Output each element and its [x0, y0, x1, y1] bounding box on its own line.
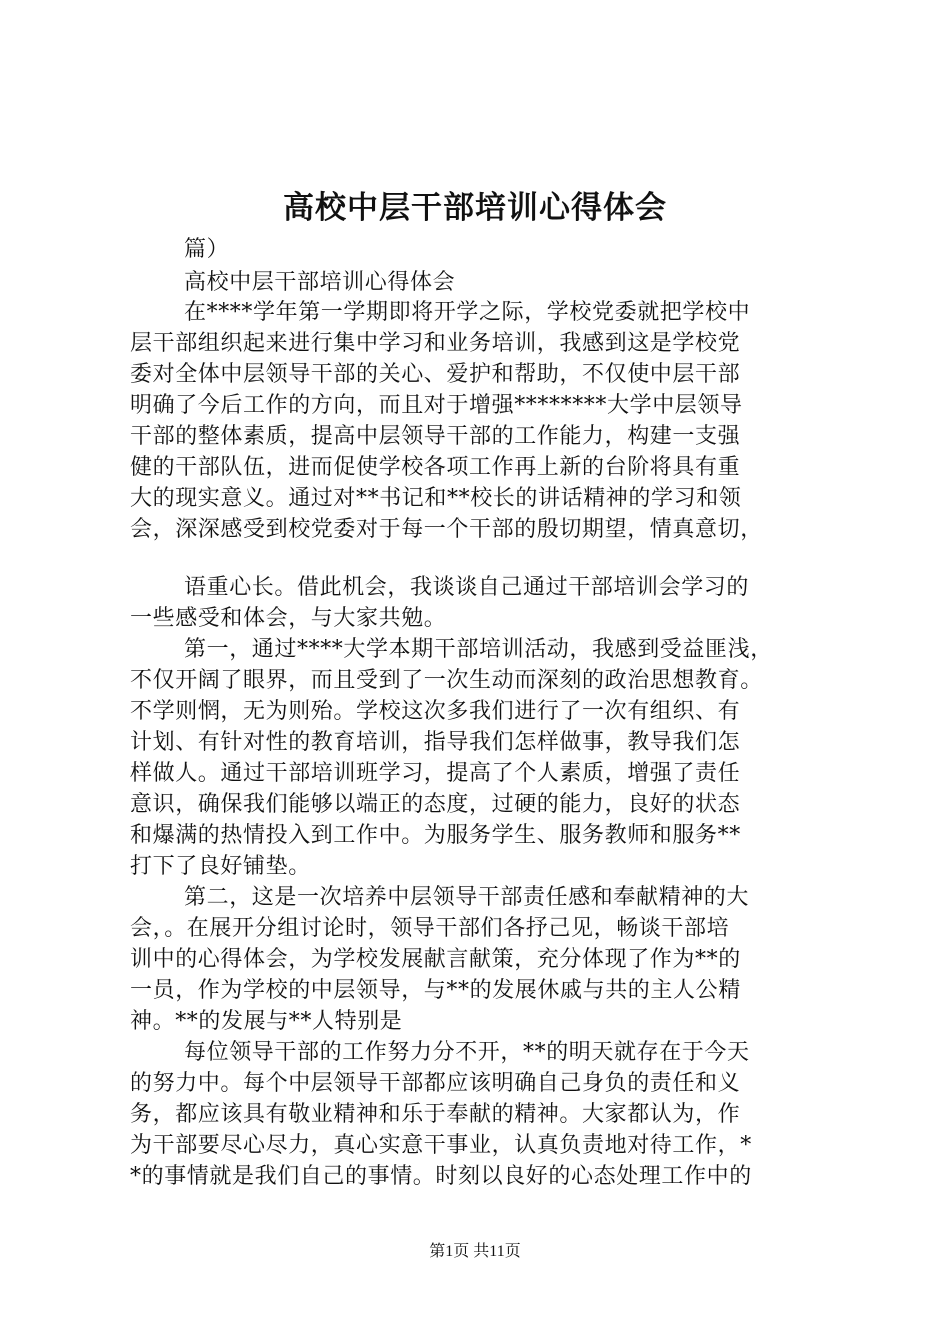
text-line: 大的现实意义。通过对**书记和**校长的讲话精神的学习和领 [130, 486, 742, 511]
text-line: 不学则惘，无为则殆。学校这次多我们进行了一次有组织、有 [130, 699, 741, 724]
text-line: 一员，作为学校的中层领导，与**的发展休戚与共的主人公精 [130, 978, 741, 1003]
text-line: 不仅开阔了眼界，而且受到了一次生动而深刻的政治思想教育。 [130, 668, 763, 693]
text-line: 打下了良好铺垫。 [130, 854, 311, 879]
text-line: 在****学年第一学期即将开学之际，学校党委就把学校中 [184, 300, 751, 325]
text-line: 高校中层干部培训心得体会 [184, 270, 456, 295]
text-line: 为干部要尽心尽力，真心实意干事业，认真负责地对待工作，* [130, 1133, 752, 1158]
text-line: 和爆满的热情投入到工作中。为服务学生、服务教师和服务** [130, 823, 741, 848]
text-line: 计划、有针对性的教育培训，指导我们怎样做事，教导我们怎 [130, 730, 741, 755]
text-line: 会，。在展开分组讨论时，领导干部们各抒己见，畅谈干部培 [130, 916, 730, 941]
text-line: 健的干部队伍，进而促使学校各项工作再上新的台阶将具有重 [130, 455, 741, 480]
text-line: 神。**的发展与**人特别是 [130, 1009, 403, 1034]
text-line: 样做人。通过干部培训班学习，提高了个人素质，增强了责任 [130, 761, 741, 786]
text-line: 每位领导干部的工作努力分不开，**的明天就存在于今天 [184, 1040, 750, 1065]
text-line: 会，深深感受到校党委对于每一个干部的殷切期望，情真意切， [130, 517, 763, 542]
text-line: 干部的整体素质，提高中层领导干部的工作能力，构建一支强 [130, 424, 741, 449]
text-line: 篇） [184, 237, 230, 262]
text-line: 务，都应该具有敬业精神和乐于奉献的精神。大家都认为，作 [130, 1102, 741, 1127]
text-line: 训中的心得体会，为学校发展献言献策，充分体现了作为**的 [130, 947, 741, 972]
text-line: 第二，这是一次培养中层领导干部责任感和奉献精神的大 [184, 885, 750, 910]
text-line: 层干部组织起来进行集中学习和业务培训，我感到这是学校党 [130, 331, 741, 356]
text-line: 语重心长。借此机会，我谈谈自己通过干部培训会学习的 [184, 575, 750, 600]
page-footer: 第1页 共11页 [429, 1243, 521, 1260]
text-line: 一些感受和体会，与大家共勉。 [130, 606, 447, 631]
text-line: 的努力中。每个中层领导干部都应该明确自己身负的责任和义 [130, 1071, 741, 1096]
text-line: 意识，确保我们能够以端正的态度，过硬的能力，良好的状态 [130, 792, 741, 817]
document-title: 高校中层干部培训心得体会 [283, 190, 667, 226]
text-line: 明确了今后工作的方向，而且对于增强********大学中层领导 [130, 393, 743, 418]
text-line: 第一，通过****大学本期干部培训活动，我感到受益匪浅， [184, 637, 773, 662]
text-line: 委对全体中层领导干部的关心、爱护和帮助，不仅使中层干部 [130, 362, 741, 387]
text-line: *的事情就是我们自己的事情。时刻以良好的心态处理工作中的 [130, 1164, 752, 1189]
